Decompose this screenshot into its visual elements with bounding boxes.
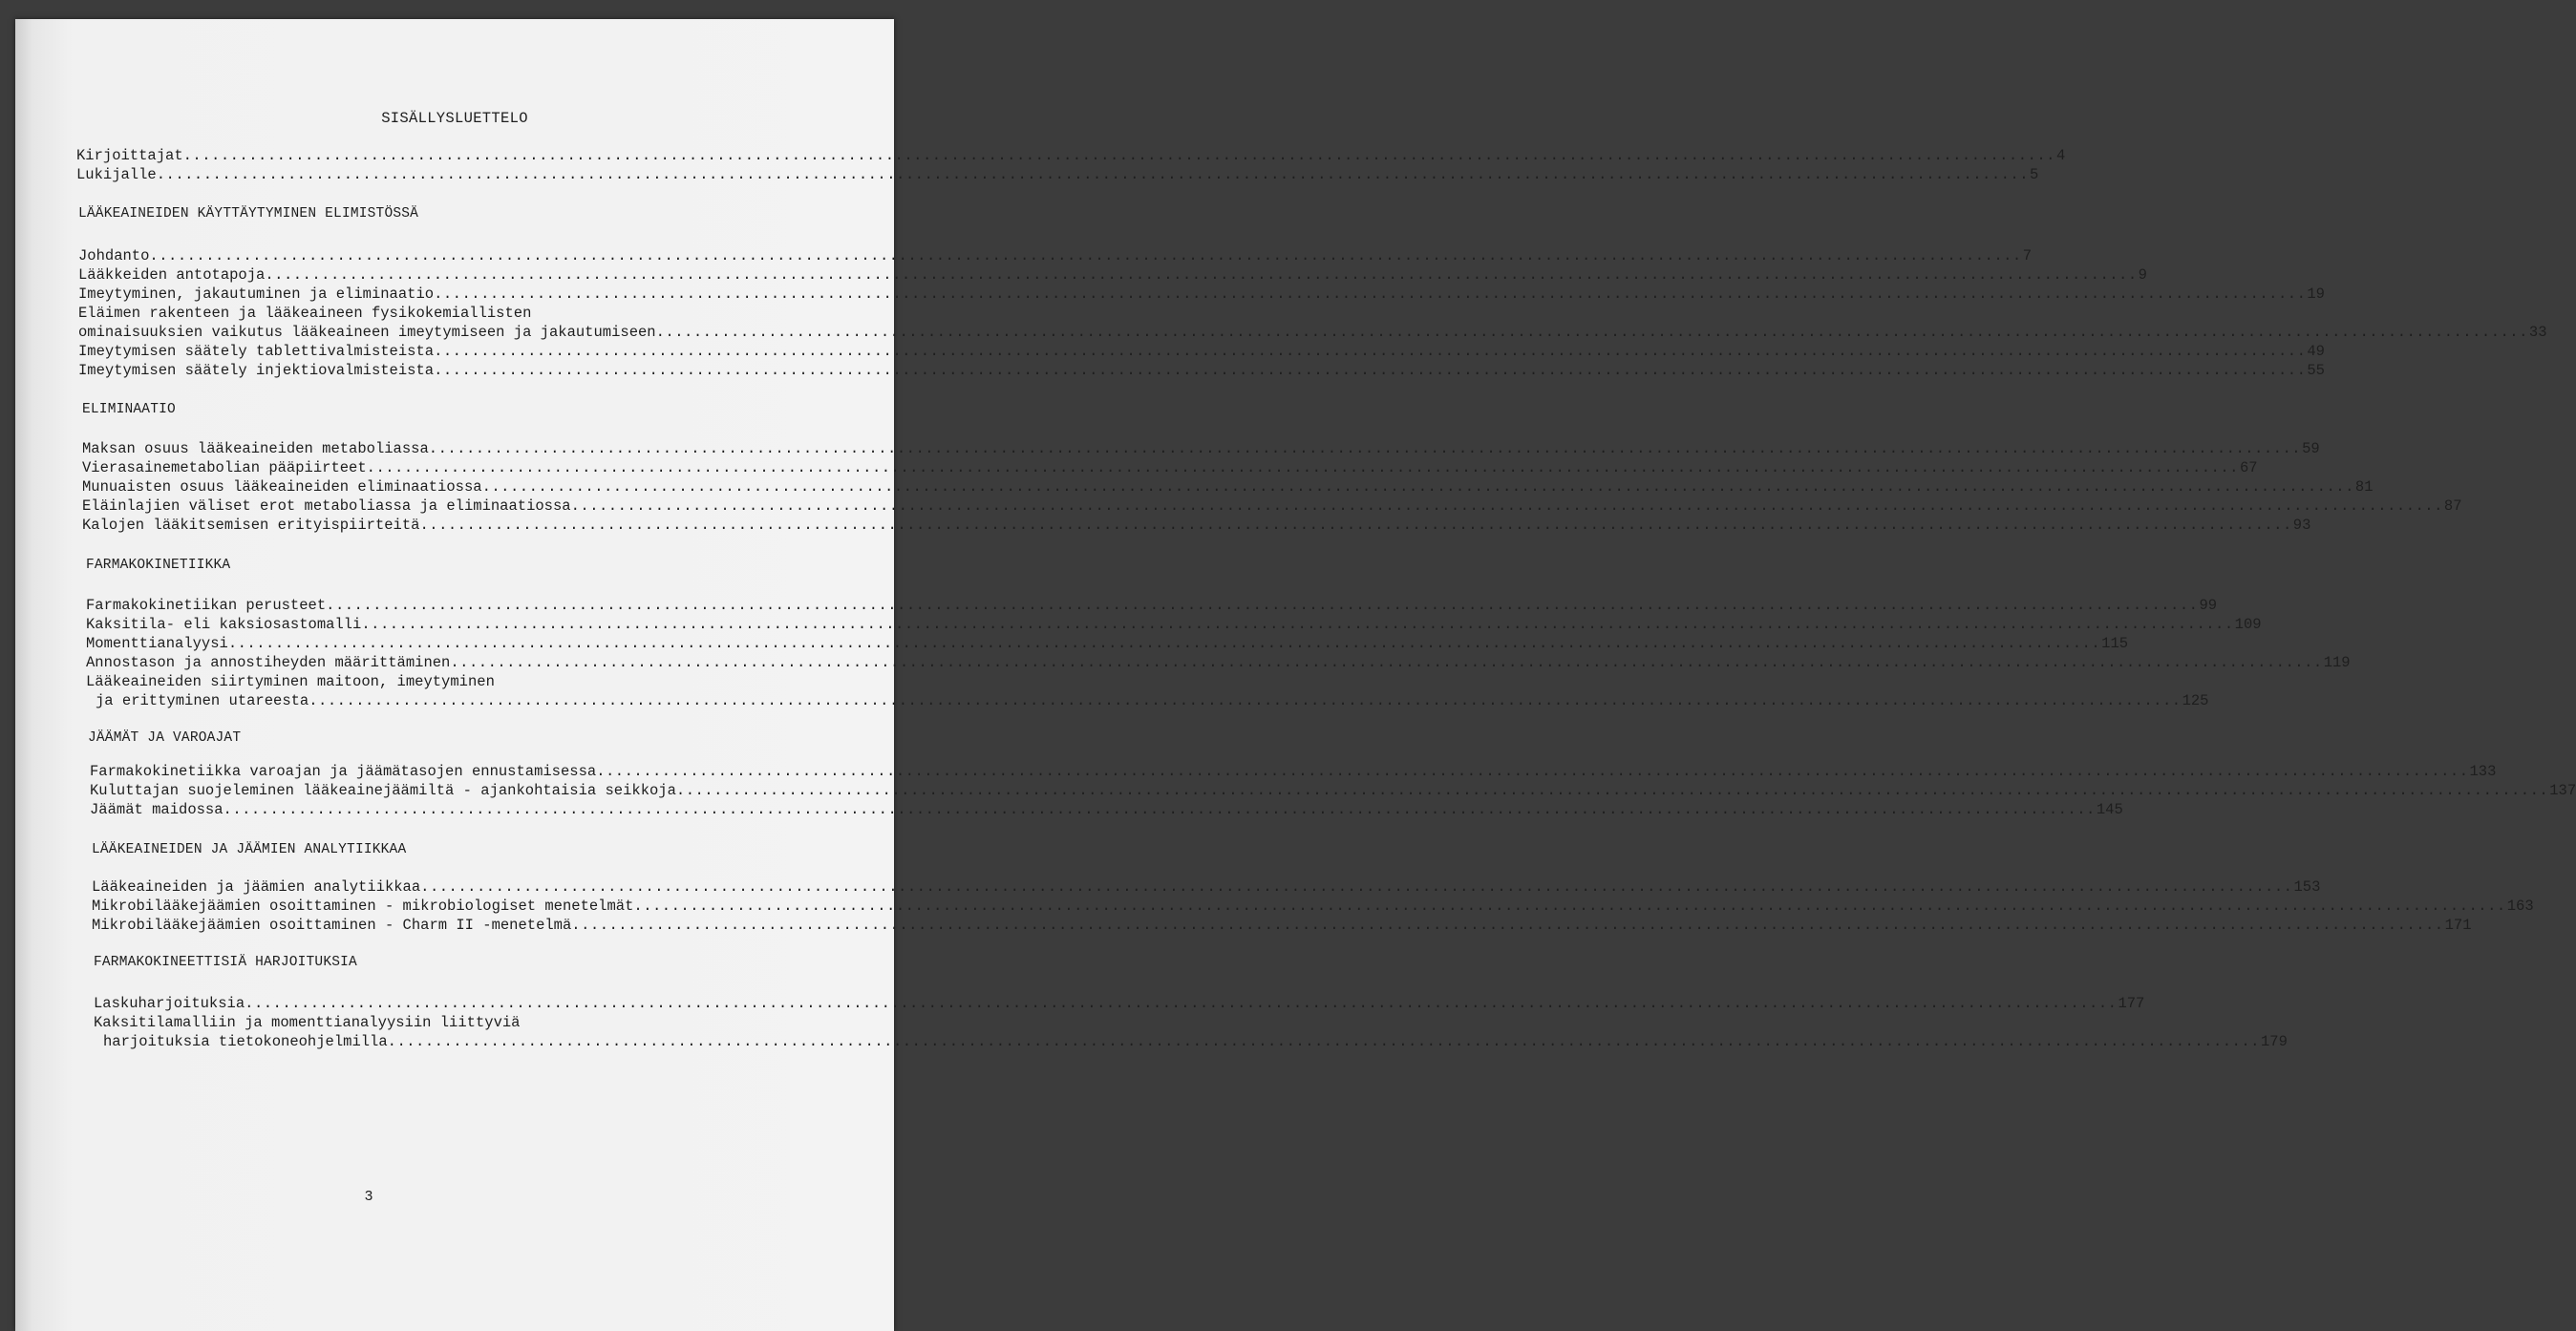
toc-leader: ........................................................................................................................................................................................................	[675, 782, 2549, 799]
toc-entry-text: Munuaisten osuus lääkeaineiden eliminaatiossa	[82, 478, 482, 496]
toc-entry	[82, 439, 2320, 458]
toc-section-entries	[78, 246, 2547, 380]
toc-entry-text: Laskuharjoituksia	[94, 995, 245, 1012]
toc-entry-text: Kalojen lääkitsemisen erityispiirteitä	[82, 517, 420, 534]
toc-entry	[86, 634, 2129, 653]
toc-entry-page: 137	[2549, 782, 2576, 799]
toc-entry-text: Mikrobilääkejäämien osoittaminen - mikrobiologiset menetelmät	[92, 898, 634, 915]
toc-leader: ........................................................................................................................................................................................................	[434, 362, 2307, 379]
toc-entry-page: 115	[2101, 635, 2129, 652]
toc-entry	[86, 615, 2262, 634]
toc-entry-text: Annostason ja annostiheyden määrittäminen	[86, 654, 451, 671]
toc-entry-page: 4	[2055, 147, 2066, 164]
toc-section-entries	[92, 877, 2534, 935]
toc-section	[88, 730, 241, 746]
toc-entry-text: Lääkkeiden antotapoja	[78, 266, 266, 284]
toc-leader: ........................................................................................................................................................................................................	[428, 440, 2302, 457]
toc-entry-page: 87	[2443, 497, 2462, 515]
toc-entry	[94, 1032, 2288, 1051]
toc-leader: ........................................................................................................................................................................................................	[245, 995, 2118, 1012]
toc-entry-text: Farmakokinetiikan perusteet	[86, 597, 327, 614]
toc-entry	[94, 994, 2145, 1013]
toc-section	[82, 402, 176, 417]
toc-leader: ........................................................................................................................................................................................................	[570, 497, 2443, 515]
toc-section	[86, 558, 230, 573]
section-heading: JÄÄMÄT JA VAROAJAT	[88, 730, 242, 746]
toc-entry-page: 67	[2239, 459, 2258, 476]
toc-section-entries	[82, 439, 2462, 535]
toc-entry-page: 119	[2323, 654, 2351, 671]
toc-entry-text: Maksan osuus lääkeaineiden metaboliassa	[82, 440, 429, 457]
toc-entry-page: 179	[2260, 1033, 2288, 1050]
page-title: SISÄLLYSLUETTELO	[381, 110, 528, 127]
toc-leader: ........................................................................................................................................................................................................	[265, 266, 2138, 284]
intro-list	[76, 146, 2066, 184]
toc-leader: ........................................................................................................................................................................................................	[633, 898, 2506, 915]
toc-section-entries	[94, 994, 2288, 1051]
toc-entry-text: ominaisuuksien vaikutus lääkeaineen imeytymiseen ja jakautumiseen	[78, 324, 656, 341]
toc-entry	[78, 342, 2325, 361]
toc-entry-text: Imeytymisen säätely injektiovalmisteista	[78, 362, 435, 379]
toc-leader: ........................................................................................................................................................................................................	[450, 654, 2323, 671]
toc-entry-page: 145	[2096, 801, 2123, 818]
toc-entry-page: 81	[2354, 478, 2374, 496]
toc-leader: ........................................................................................................................................................................................................	[182, 147, 2055, 164]
toc-entry-text: Lukijalle	[76, 166, 157, 183]
toc-entry	[78, 361, 2325, 380]
toc-entry	[76, 146, 2066, 165]
toc-entry-page: 153	[2293, 878, 2321, 896]
toc-entry	[86, 596, 2218, 615]
section-heading: ELIMINAATIO	[82, 402, 176, 417]
toc-entry	[76, 165, 2039, 184]
section-heading: LÄÄKEAINEIDEN JA JÄÄMIEN ANALYTIIKKAA	[92, 842, 407, 857]
toc-entry-page: 133	[2469, 763, 2497, 780]
toc-entry-text: Jäämät maidossa	[90, 801, 224, 818]
toc-entry-text: Lääkeaineiden ja jäämien analytiikkaa	[92, 878, 421, 896]
toc-leader: ........................................................................................................................................................................................................	[326, 597, 2199, 614]
toc-entry-text: harjoituksia tietokoneohjelmilla	[103, 1033, 388, 1050]
toc-entry	[82, 458, 2258, 477]
toc-leader: ........................................................................................................................................................................................................	[571, 917, 2444, 934]
toc-leader: ........................................................................................................................................................................................................	[366, 459, 2239, 476]
section-heading: FARMAKOKINETIIKKA	[86, 558, 231, 573]
toc-entry	[92, 877, 2321, 897]
toc-entry-page: 177	[2118, 995, 2145, 1012]
toc-section	[94, 955, 357, 970]
toc-entry-page: 109	[2234, 616, 2262, 633]
toc-leader: ........................................................................................................................................................................................................	[149, 247, 2022, 264]
toc-entry-page: 49	[2307, 343, 2325, 360]
toc-entry-text: Farmakokinetiikka varoajan ja jäämätasojen ennustamisessa	[90, 763, 597, 780]
toc-entry-page: 5	[2030, 166, 2039, 183]
toc-entry-text: Johdanto	[78, 247, 150, 264]
toc-entry-continued: Lääkeaineiden siirtyminen maitoon, imeytyminen	[86, 673, 495, 690]
toc-leader: ........................................................................................................................................................................................................	[387, 1033, 2260, 1050]
document-page	[15, 19, 2576, 1331]
toc-entry	[78, 265, 2147, 285]
toc-entry-text: Momenttianalyysi	[86, 635, 228, 652]
section-heading: LÄÄKEAINEIDEN KÄYTTÄYTYMINEN ELIMISTÖSSÄ	[78, 206, 419, 222]
toc-entry-page: 125	[2182, 692, 2209, 709]
toc-entry-page: 99	[2199, 597, 2218, 614]
toc-entry	[78, 246, 2033, 265]
toc-entry-page: 7	[2022, 247, 2033, 264]
toc-section	[92, 842, 406, 857]
toc-section-entries	[90, 762, 2576, 819]
toc-entry-text: Vierasainemetabolian pääpiirteet	[82, 459, 367, 476]
toc-entry	[90, 800, 2123, 819]
toc-entry	[92, 916, 2472, 935]
page-number: 3	[364, 1188, 373, 1204]
toc-entry	[90, 762, 2497, 781]
toc-entry-page: 19	[2307, 285, 2325, 303]
toc-leader: ........................................................................................................................................................................................................	[223, 801, 2096, 818]
toc-leader: ........................................................................................................................................................................................................	[419, 517, 2292, 534]
toc-entry-continued: Eläimen rakenteen ja lääkeaineen fysikokemiallisten	[78, 305, 532, 322]
toc-entry-page: 93	[2292, 517, 2311, 534]
toc-entry	[90, 781, 2576, 800]
toc-leader: ........................................................................................................................................................................................................	[309, 692, 2182, 709]
toc-entry	[78, 323, 2547, 342]
toc-entry-text: Kuluttajan suojeleminen lääkeainejäämiltä - ajankohtaisia seikkoja	[90, 782, 676, 799]
toc-entry-text: Imeytymisen säätely tablettivalmisteista	[78, 343, 435, 360]
toc-entry	[82, 516, 2311, 535]
toc-entry	[86, 653, 2351, 672]
toc-leader: ........................................................................................................................................................................................................	[227, 635, 2101, 652]
toc-entry-page: 9	[2138, 266, 2147, 284]
toc-entry-page: 171	[2444, 917, 2472, 934]
toc-leader: ........................................................................................................................................................................................................	[156, 166, 2030, 183]
toc-entry-text: Kirjoittajat	[76, 147, 183, 164]
toc-entry-page: 33	[2528, 324, 2547, 341]
toc-entry	[82, 496, 2462, 516]
toc-leader: ........................................................................................................................................................................................................	[361, 616, 2234, 633]
toc-leader: ........................................................................................................................................................................................................	[434, 285, 2307, 303]
toc-entry-page: 59	[2302, 440, 2320, 457]
toc-entry-text: Eläinlajien väliset erot metaboliassa ja eliminaatiossa	[82, 497, 571, 515]
toc-entry	[82, 477, 2374, 496]
toc-entry-continued: Kaksitilamalliin ja momenttianalyysiin liittyviä	[94, 1014, 521, 1031]
section-heading: FARMAKOKINEETTISIÄ HARJOITUKSIA	[94, 955, 357, 970]
toc-entry-text: Kaksitila- eli kaksiosastomalli	[86, 616, 362, 633]
toc-leader: ........................................................................................................................................................................................................	[481, 478, 2354, 496]
toc-entry	[78, 285, 2325, 304]
toc-entry-text: Mikrobilääkejäämien osoittaminen - Charm II -menetelmä	[92, 917, 572, 934]
toc-leader: ........................................................................................................................................................................................................	[655, 324, 2528, 341]
toc-leader: ........................................................................................................................................................................................................	[434, 343, 2307, 360]
toc-entry-text: Imeytyminen, jakautuminen ja eliminaatio	[78, 285, 435, 303]
toc-leader: ........................................................................................................................................................................................................	[420, 878, 2293, 896]
toc-entry	[92, 897, 2534, 916]
toc-section-entries	[86, 596, 2351, 710]
toc-entry	[86, 691, 2209, 710]
toc-entry-text: ja erittyminen utareesta	[96, 692, 309, 709]
toc-section	[78, 206, 418, 222]
toc-entry-page: 55	[2307, 362, 2325, 379]
toc-entry-page: 163	[2506, 898, 2534, 915]
toc-leader: ........................................................................................................................................................................................................	[596, 763, 2469, 780]
